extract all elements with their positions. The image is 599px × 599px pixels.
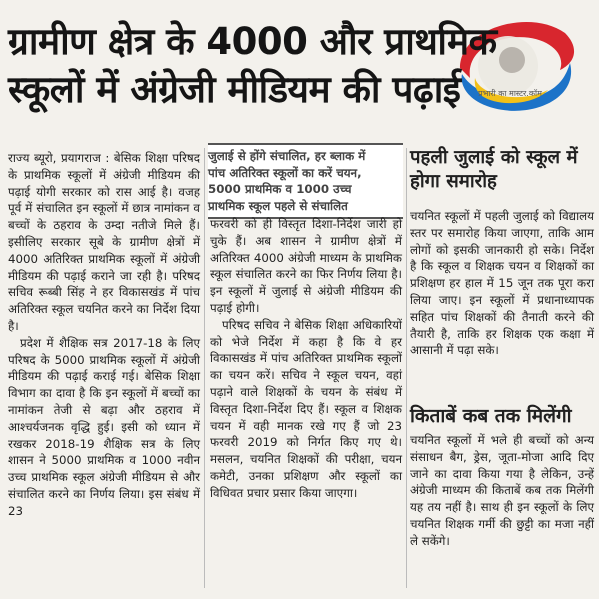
paragraph: फरवरी को ही विस्तृत दिशा-निर्देश जारी हो चुके हैं। अब शासन ने ग्रामीण क्षेत्रों में अतिरिक्त 4000 अंग्रेजी माध्यम के प्राथमिक स्कूल संचालित करने का फिर निर्णय लिया है। इन स्कूलों में जुलाई से अंग्रेजी मीडियम की पढ़ाई होगी।	[210, 217, 402, 315]
paragraph: चयनित स्कूलों में पहली जुलाई को विद्यालय स्तर पर समारोह किया जाएगा, ताकि आम लोगों को इसकी जानकारी हो सके। निर्देश है कि स्कूल व शिक्षक चयन व शिक्षकों का प्रशिक्षण हर हाल में 15 जून तक पूरा करा लिया जाए। इन स्कूलों में प्रधानाध्यापक सहित पांच शिक्षकों की तैनाती करने की तैयारी है, ताकि हर शिक्षक एक कक्षा में आसानी में पढ़ा सके।	[410, 209, 594, 358]
article-column-1	[8, 150, 200, 520]
paragraph: परिषद सचिव ने बेसिक शिक्षा अधिकारियों को भेजे निर्देश में कहा है कि वे हर विकासखंड में पांच अतिरिक्त प्राथमिक स्कूलों का चयन करें। सचिव ने स्कूल चयन, वहां पढ़ाने वाले शिक्षकों के चयन के संबंध में विस्तृत दिशा-निर्देश दिए हैं। स्कूल व शिक्षक चयन में वही मानक रखे गए हैं जो 23 फरवरी 2019 को निर्गत किए गए थे। मसलन, चयनित शिक्षकों की परीक्षा, चयन कमेटी, उनका प्रशिक्षण और स्कूलों का विधिवत प्रचार प्रसार किया जाएगा।	[210, 317, 402, 500]
headline-line-1: ग्रामीण क्षेत्र के 4000 और प्राथमिक	[8, 20, 497, 63]
subheading-books: किताबें कब तक मिलेंगी	[410, 405, 572, 427]
deck-line: प्राथमिक स्कूल पहले से संचालित	[208, 198, 348, 213]
article-column-3b	[410, 432, 594, 550]
logo-text: प्रभारी का मास्टर.कॉम	[478, 89, 542, 98]
paragraph: प्रदेश में शैक्षिक सत्र 2017-18 के लिए परिषद के 5000 प्राथमिक स्कूलों में अंग्रेजी मीडियम की पढ़ाई कराई गई। बेसिक शिक्षा विभाग का दावा है कि इन स्कूलों में बच्चों का नामांकन तेजी से बढ़ा और ठहराव में आश्चर्यजनक वृद्धि हुई। इसी को ध्यान में रखकर 2018-19 शैक्षिक सत्र के लिए शासन ने 5000 प्राथमिक व 1000 नवीन उच्च प्राथमिक स्कूल अंग्रेजी मीडियम से और संचालित करने का निर्णय लिया। इस संबंध में 23	[8, 335, 200, 518]
deck-line: पांच अतिरिक्त स्कूलों का करें चयन,	[208, 165, 362, 180]
deck-line: जुलाई से होंगे संचालित, हर ब्लाक में	[208, 149, 366, 163]
paragraph: राज्य ब्यूरो, प्रयागराज : बेसिक शिक्षा परिषद के प्राथमिक स्कूलों में अंग्रेजी मीडियम की पढ़ाई योगी सरकार को रास आई है। वजह पूर्व में संचालित इन स्कूलों में छात्र नामांकन व बच्चों के ठहराव के उम्दा नतीजे मिले हैं। इसीलिए सरकार सूबे के ग्रामीण क्षेत्रों में 4000 अतिरिक्त प्राथमिक स्कूलों में अंग्रेजी मीडियम की पढ़ाई कराने जा रही है। परिषद सचिव रूब्बी सिंह ने हर विकासखंड में पांच अतिरिक्त स्कूल चयनित करने का निर्देश दिया है।	[8, 151, 200, 333]
headline-line-2: स्कूलों में अंग्रेजी मीडियम की पढ़ाई	[8, 68, 461, 111]
paragraph: चयनित स्कूलों में भले ही बच्चों को अन्य संसाधन बैग, ड्रेस, जूता-मोजा आदि दिए जाने का दावा किया गया है लेकिन, उन्हें अंग्रेजी माध्यम की किताबें कब तक मिलेंगी यह तय नहीं है। साथ ही इन स्कूलों के लिए चयनित शिक्षक गर्मी की छुट्टी का मजा नहीं ले सकेंगे।	[410, 433, 594, 548]
column-divider	[204, 148, 205, 588]
headline	[8, 18, 593, 114]
deck-highlight-box	[208, 143, 403, 219]
article-column-2	[210, 216, 402, 502]
article-column-3a	[410, 208, 594, 359]
deck-line: 5000 प्राथमिक व 1000 उच्च	[208, 182, 352, 196]
column-divider	[406, 148, 407, 588]
subheading-july-ceremony: पहली जुलाई को स्कूल में होगा समारोह	[410, 147, 578, 192]
